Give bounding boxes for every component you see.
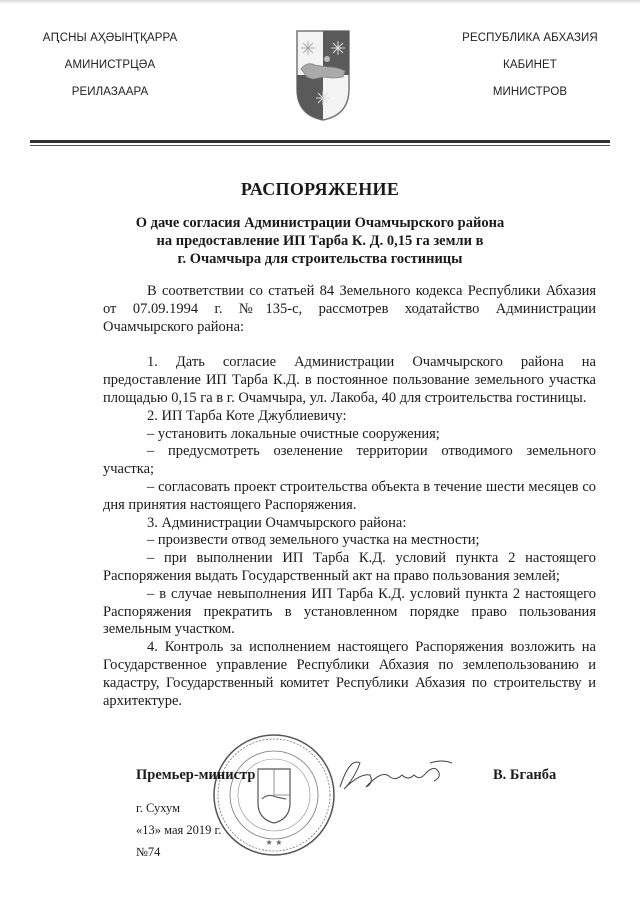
header-right-line-3: МИНИСТРОВ <box>492 86 568 98</box>
item-4: 4. Контроль за исполнением настоящего Распоряжения возложить на Государственное управление Республики Абхазия по землепользованию и кадастру, Государственный комитет Республики Абхазия по строительству и архитектуре. <box>103 639 596 709</box>
header-right-line-2: КАБИНЕТ <box>503 59 557 71</box>
item-2-bullet-1: – установить локальные очистные сооружения; <box>147 425 440 442</box>
item-3: 3. Администрации Очамчырского района: <box>147 514 407 531</box>
item-3-bullet-3: – в случае невыполнения ИП Тарба К.Д. условий пункта 2 настоящего Распоряжения прекратить в установленном порядке право пользования земельным участком. <box>103 585 596 638</box>
item-3-bullet-1: – произвести отвод земельного участка на местности; <box>147 532 480 549</box>
svg-text:★ ★: ★ ★ <box>265 838 283 847</box>
issue-city: г. Сухум <box>136 801 181 815</box>
preamble-paragraph: В соответствии со статьей 84 Земельного кодекса Республики Абхазия от 07.09.1994 г. №135-с, рассмотрев ходатайство Администрации Очамчырского района: <box>103 283 596 335</box>
item-2-bullet-2: – предусмотреть озеленение территории отводимого земельного участка; <box>103 443 596 478</box>
header-left-abkhaz <box>30 30 190 111</box>
handwritten-signature-icon <box>330 755 460 795</box>
document-number: №74 <box>136 845 161 859</box>
coat-of-arms-icon <box>293 27 353 123</box>
header-left-line-3: РЕИЛАЗААРА <box>71 86 149 98</box>
document-title: РАСПОРЯЖЕНИЕ <box>240 179 400 199</box>
item-3-bullet-2: – при выполнении ИП Тарба К.Д. условий пункта 2 настоящего Распоряжения выдать Государственный акт на право пользования землей; <box>103 550 596 584</box>
header-right-russian <box>440 30 620 111</box>
header-left-line-2: АМИНИСТРЦӘА <box>64 59 156 71</box>
subject-line-2: на предоставление ИП Тарба К. Д. 0,15 га земли в <box>156 233 484 249</box>
header-divider-thin <box>30 145 610 146</box>
header-right-line-1: РЕСПУБЛИКА АБХАЗИЯ <box>462 32 598 44</box>
signatory-position: Премьер-министр <box>136 767 256 783</box>
item-2: 2. ИП Тарба Коте Джублиевичу: <box>147 407 347 424</box>
document-subject <box>100 214 540 268</box>
header-left-line-1: АԤСНЫ АҲӘЫНҬҚАРРА <box>42 32 178 44</box>
header-divider-thick <box>30 140 610 143</box>
item-1: 1. Дать согласие Администрации Очамчырского района на предоставление ИП Тарба К.Д. в постоянное пользование земельного участка площадью 0,15 га в г. Очамчыра, ул. Лакоба, 40 для строительства гостиницы. <box>103 354 596 406</box>
issue-date: «13» мая 2019 г. <box>136 823 222 837</box>
subject-line-1: О даче согласия Администрации Очамчырского района <box>135 215 505 231</box>
official-seal-icon <box>212 733 336 857</box>
document-body <box>103 283 596 710</box>
signatory-name: В. Бганба <box>493 767 557 783</box>
subject-line-3: г. Очамчыра для строительства гостиницы <box>177 251 463 267</box>
scan-edge-shade <box>0 0 640 4</box>
item-2-bullet-3: – согласовать проект строительства объекта в течение шести месяцев со дня принятия настоящего Распоряжения. <box>103 478 596 513</box>
